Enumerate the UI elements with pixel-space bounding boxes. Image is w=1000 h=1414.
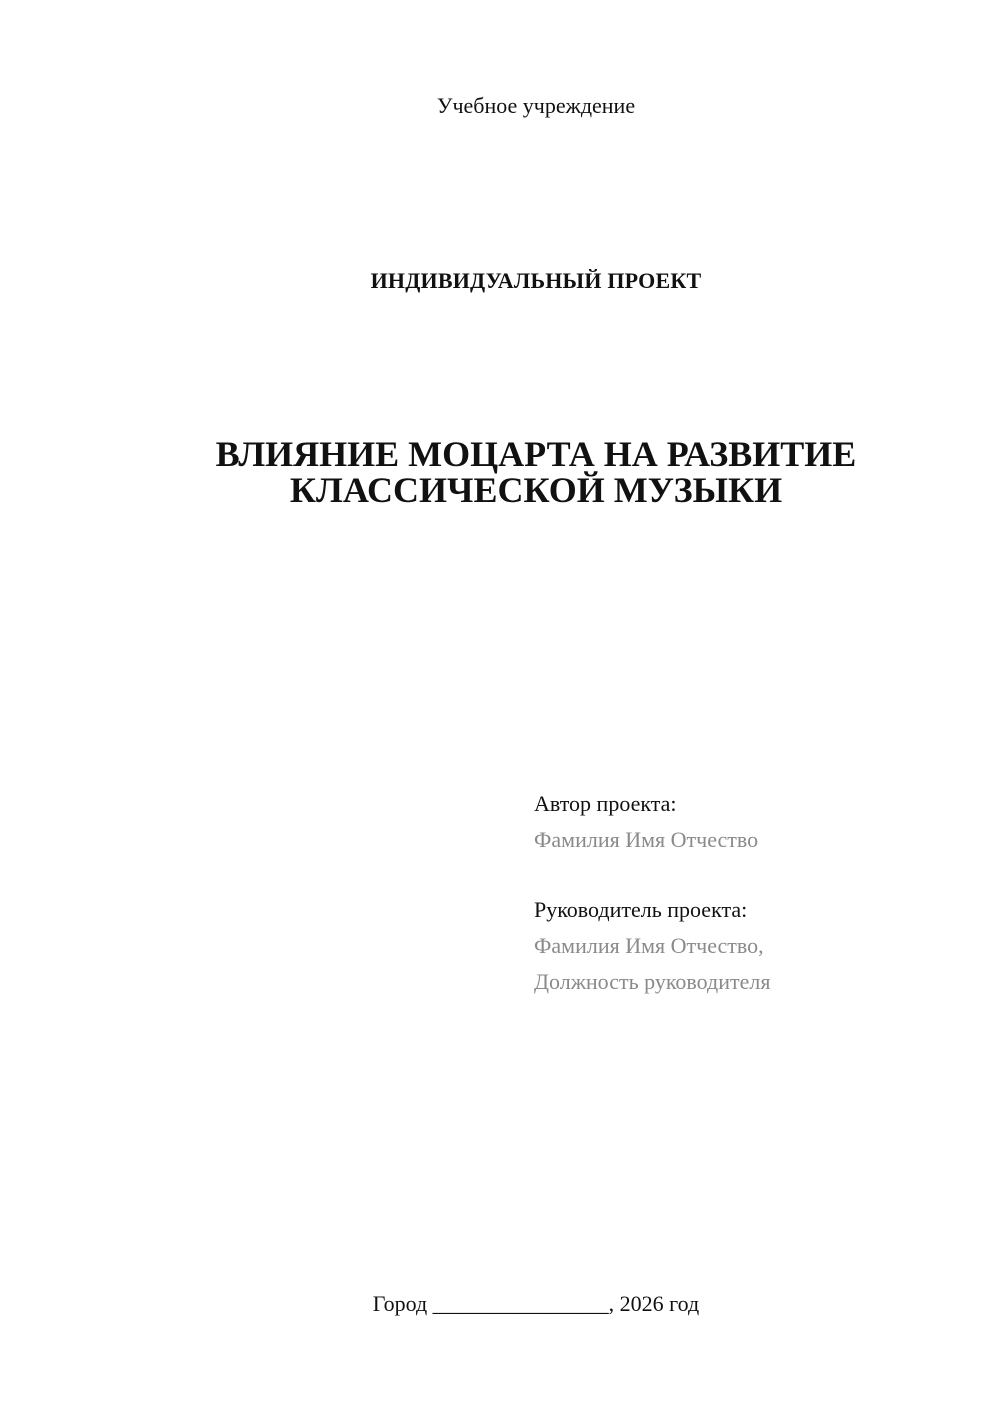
city-year-footer: Город ________________, 2026 год xyxy=(372,1291,700,1316)
author-name: Фамилия Имя Отчество xyxy=(534,827,759,852)
project-title-line-2: КЛАССИЧЕСКОЙ МУЗЫКИ xyxy=(289,470,783,510)
author-block xyxy=(534,786,954,858)
supervisor-position: Должность руководителя xyxy=(534,969,771,994)
author-label: Автор проекта: xyxy=(534,791,677,816)
supervisor-label: Руководитель проекта: xyxy=(534,897,748,922)
document-type: ИНДИВИДУАЛЬНЫЙ ПРОЕКТ xyxy=(370,268,702,293)
institution-name: Учебное учреждение xyxy=(436,93,636,118)
supervisor-name: Фамилия Имя Отчество, xyxy=(534,933,764,958)
project-title-line-1: ВЛИЯНИЕ МОЦАРТА НА РАЗВИТИЕ xyxy=(215,434,857,474)
project-title xyxy=(0,436,1000,508)
supervisor-block xyxy=(534,892,954,1000)
